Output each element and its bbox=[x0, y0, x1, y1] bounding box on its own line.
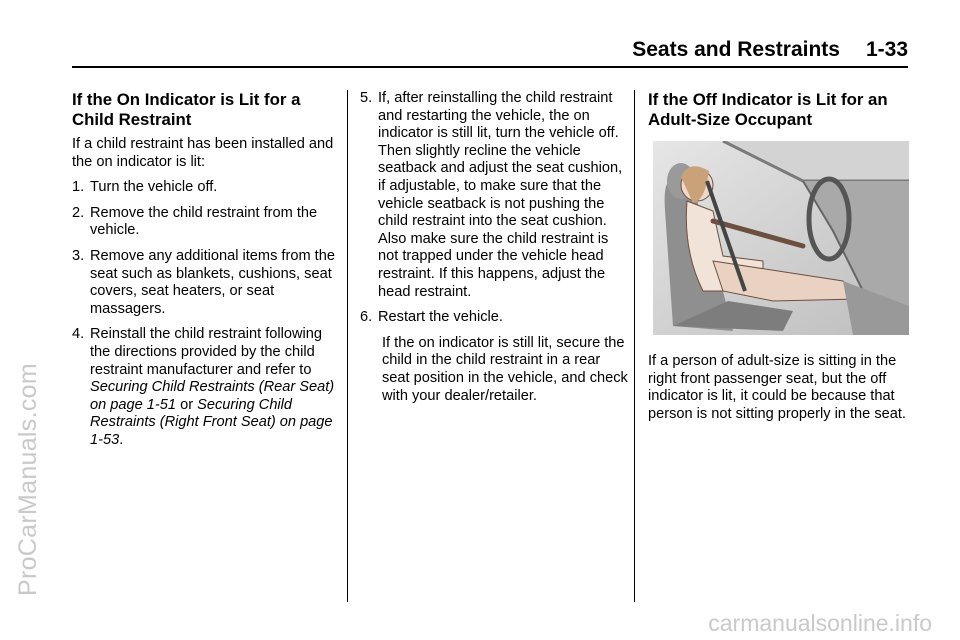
list-item bbox=[360, 309, 628, 327]
occupant-illustration bbox=[653, 141, 909, 335]
period: . bbox=[119, 431, 124, 448]
bottom-watermark: carmanualsonline.info bbox=[708, 610, 932, 636]
body-paragraph: If a person of adult-size is sitting in the right front passenger seat, but the off indicator is lit, it could be because that person is not sitting properly in the seat. bbox=[648, 353, 906, 422]
step-number: 1. bbox=[72, 179, 85, 196]
page-header bbox=[632, 38, 908, 62]
step-text: If, after reinstalling the child restraint and restarting the vehicle, the on indicator is still lit, turn the vehicle off. Then slightly recline the vehicle seatback and adjust the seat cushion, if adjustable, to make sure that the vehicle seatback is not pushing the child restraint into the seat cushion. Also make sure the child restraint is not trapped under the vehicle head restraint. If this happens, adjust the head restraint. bbox=[378, 90, 623, 300]
list-item bbox=[360, 90, 628, 301]
list-item bbox=[72, 248, 340, 318]
column-1 bbox=[72, 90, 340, 450]
section-title: Seats and Restraints bbox=[632, 38, 840, 61]
step-text: Remove the child restraint from the vehicle. bbox=[90, 204, 318, 239]
followup-paragraph: If the on indicator is still lit, secure the child in the child restraint in a rear seat position in the vehicle, and check with your dealer/retailer. bbox=[382, 334, 628, 404]
step-4-text: Reinstall the child restraint following the directions provided by the child restraint manufacturer and refer to bbox=[90, 326, 322, 378]
column-2 bbox=[360, 90, 628, 405]
list-item bbox=[72, 205, 340, 240]
step-number: 5. bbox=[360, 90, 373, 106]
step-text: Turn the vehicle off. bbox=[90, 179, 218, 196]
column-3 bbox=[648, 90, 910, 423]
step-text bbox=[90, 326, 340, 449]
column-divider-1 bbox=[347, 90, 348, 602]
heading-adult-occupant: If the Off Indicator is Lit for an Adult-Size Occupant bbox=[648, 90, 888, 129]
step-text: Restart the vehicle. bbox=[378, 309, 503, 326]
list-item bbox=[72, 179, 340, 197]
cross-reference-front-seat[interactable]: Securing Child Restraints (Right Front Seat) on page 1-53 bbox=[90, 396, 333, 448]
list-item bbox=[72, 326, 340, 449]
page-number: 1-33 bbox=[865, 38, 908, 61]
step-number: 2. bbox=[72, 204, 85, 221]
step-number: 3. bbox=[72, 247, 85, 264]
column-divider-2 bbox=[634, 90, 635, 602]
adult-passenger-seated-illustration bbox=[653, 141, 909, 335]
heading-child-restraint: If the On Indicator is Lit for a Child Restraint bbox=[72, 90, 301, 129]
or-text: or bbox=[176, 396, 198, 413]
step-number: 6. bbox=[360, 309, 373, 326]
step-number: 4. bbox=[72, 326, 85, 343]
cross-reference-rear-seat[interactable]: Securing Child Restraints (Rear Seat) on page 1-51 bbox=[90, 379, 335, 413]
step-text: Remove any additional items from the seat such as blankets, cushions, seat covers, seat heaters, or seat massagers. bbox=[90, 247, 335, 317]
side-watermark: ProCarManuals.com bbox=[14, 363, 42, 596]
header-rule bbox=[72, 66, 908, 68]
intro-paragraph: If a child restraint has been installed and the on indicator is lit: bbox=[72, 136, 334, 170]
